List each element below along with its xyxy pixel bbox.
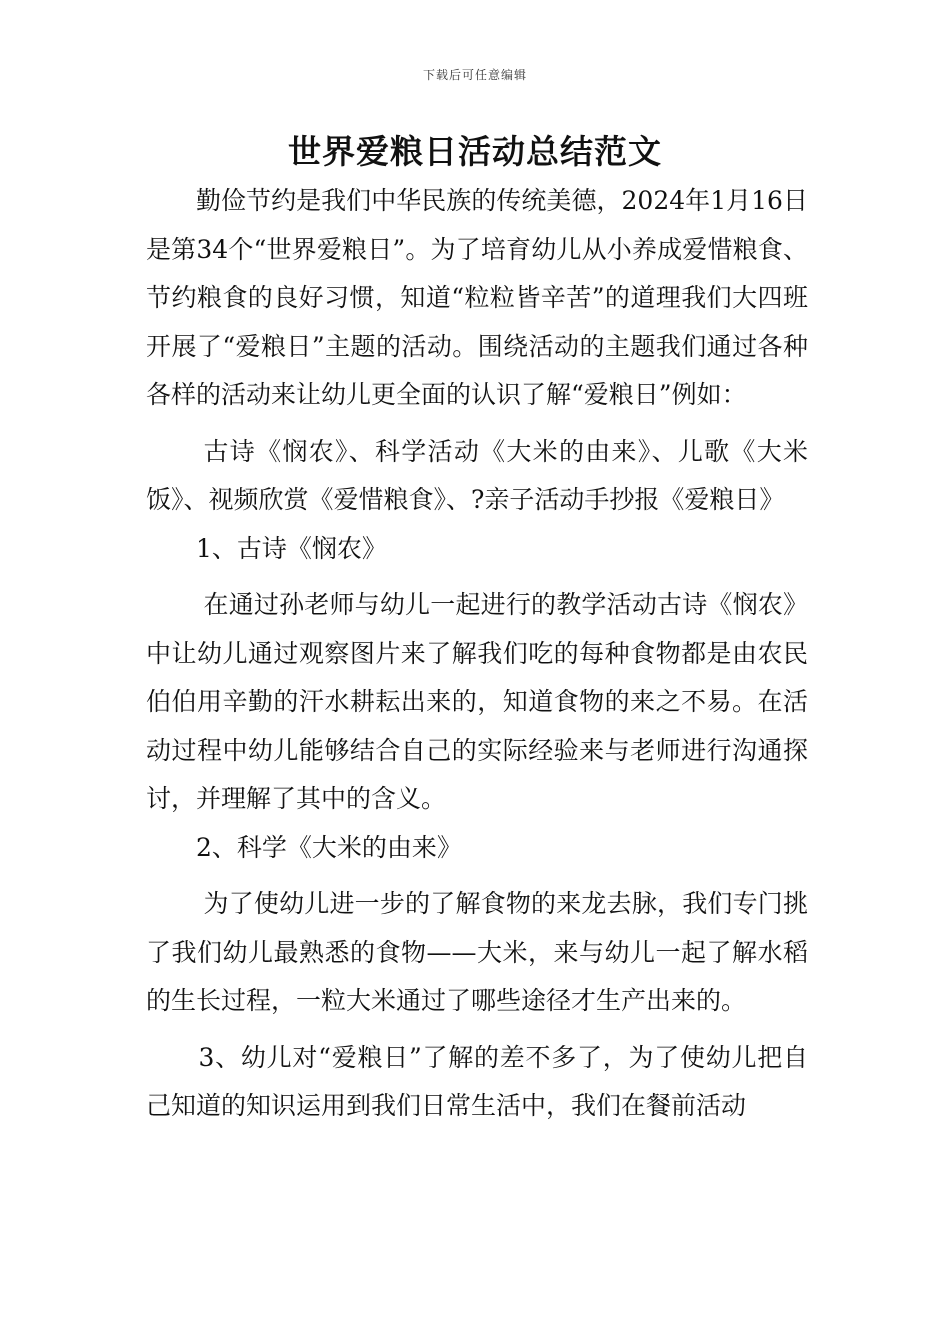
section-heading-1: 1、古诗《悯农》 xyxy=(196,533,387,563)
document-body xyxy=(146,177,808,1131)
header-note: 下载后可任意编辑 xyxy=(422,68,527,82)
paragraph-section-1: 在通过孙老师与幼儿一起进行的教学活动古诗《悯农》中让幼儿通过观察图片来了解我们吃的每种食物都是由农民伯伯用辛勤的汗水耕耘出来的，知道食物的来之不易。在活动过程中幼儿能够结合自己的实际经验来与老师进行沟通探讨，并理解了其中的含义。 xyxy=(146,590,808,813)
document-title: 世界爱粮日活动总结范文 xyxy=(288,132,662,171)
paragraph-section-3: 3、幼儿对“爱粮日”了解的差不多了，为了使幼儿把自己知道的知识运用到我们日常生活中，我们在餐前活动 xyxy=(146,1042,808,1120)
paragraph-section-2: 为了使幼儿进一步的了解食物的来龙去脉，我们专门挑了我们幼儿最熟悉的食物——大米，来与幼儿一起了解水稻的生长过程，一粒大米通过了哪些途径才生产出来的。 xyxy=(146,889,808,1015)
section-heading-2: 2、科学《大米的由来》 xyxy=(196,832,462,862)
paragraph-intro: 勤俭节约是我们中华民族的传统美德，2024年1月16日是第34个“世界爱粮日”。为了培育幼儿从小养成爱惜粮食、节约粮食的良好习惯，知道“粒粒皆辛苦”的道理我们大四班开展了“爱粮日”主题的活动。围绕活动的主题我们通过各种各样的活动来让幼儿更全面的认识了解“爱粮日”例如： xyxy=(146,186,808,409)
paragraph-activity-list: 古诗《悯农》、科学活动《大米的由来》、儿歌《大米饭》、视频欣赏《爱惜粮食》、?亲子活动手抄报《爱粮日》 xyxy=(146,436,808,514)
